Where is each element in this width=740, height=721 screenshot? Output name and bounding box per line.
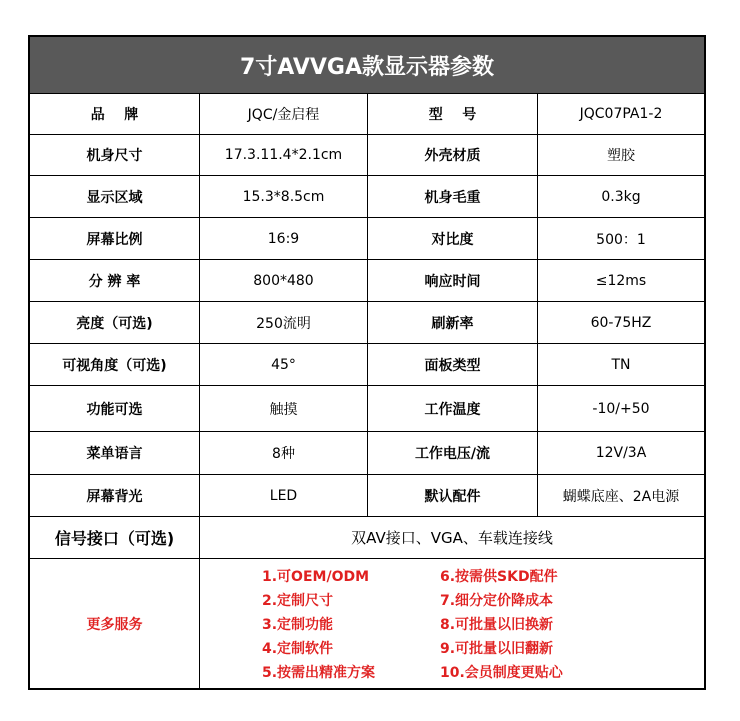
spec-value: 17.3.11.4*2.1cm bbox=[200, 135, 368, 175]
spec-row-aspect-ratio bbox=[30, 218, 704, 260]
spec-value: LED bbox=[200, 475, 368, 516]
services-list bbox=[200, 559, 704, 688]
spec-value: 45° bbox=[200, 344, 368, 385]
spec-value: 16:9 bbox=[200, 218, 368, 259]
spec-label: 屏幕比例 bbox=[30, 218, 200, 259]
spec-label: 机身毛重 bbox=[368, 176, 538, 217]
spec-value: 蝴蝶底座、2A电源 bbox=[562, 488, 680, 505]
spec-value: 触摸 bbox=[200, 386, 368, 431]
service-item: 6.按需供SKD配件 bbox=[440, 568, 558, 585]
spec-row-size bbox=[30, 135, 704, 176]
spec-row-viewing-angle bbox=[30, 344, 704, 386]
spec-value: 250流明 bbox=[200, 302, 368, 343]
spec-value: JQC/金启程 bbox=[200, 94, 368, 134]
spec-label: 品 牌 bbox=[30, 94, 200, 134]
spec-row-resolution bbox=[30, 260, 704, 302]
spec-row-brightness bbox=[30, 302, 704, 344]
spec-value: 500：1 bbox=[596, 231, 646, 248]
service-item: 8.可批量以旧换新 bbox=[440, 616, 554, 633]
spec-label: 面板类型 bbox=[368, 344, 538, 385]
spec-label: 机身尺寸 bbox=[30, 135, 200, 175]
service-item: 10.会员制度更贴心 bbox=[440, 664, 563, 681]
spec-value: TN bbox=[611, 356, 631, 373]
spec-label: 菜单语言 bbox=[30, 432, 200, 474]
spec-table bbox=[28, 35, 706, 690]
service-item: 5.按需出精准方案 bbox=[262, 664, 376, 681]
spec-label: 可视角度（可选) bbox=[30, 344, 200, 385]
spec-label: 功能可选 bbox=[30, 386, 200, 431]
spec-label: 工作电压/流 bbox=[368, 432, 538, 474]
spec-label: 亮度（可选) bbox=[30, 302, 200, 343]
service-item: 4.定制软件 bbox=[262, 640, 334, 657]
spec-row-brand bbox=[30, 94, 704, 135]
spec-value: 60-75HZ bbox=[590, 314, 652, 331]
spec-row-display-area bbox=[30, 176, 704, 218]
spec-label: 对比度 bbox=[368, 218, 538, 259]
spec-value: 15.3*8.5cm bbox=[200, 176, 368, 217]
spec-label: 刷新率 bbox=[368, 302, 538, 343]
spec-label: 型 号 bbox=[368, 94, 538, 134]
service-item: 7.细分定价降成本 bbox=[440, 592, 554, 609]
spec-row-signal bbox=[30, 517, 704, 559]
table-title: 7寸AVVGA款显示器参数 bbox=[30, 37, 704, 94]
service-item: 1.可OEM/ODM bbox=[262, 568, 370, 585]
spec-label: 工作温度 bbox=[368, 386, 538, 431]
signal-value: 双AV接口、VGA、车载连接线 bbox=[351, 529, 553, 547]
spec-value: 塑胶 bbox=[607, 148, 635, 164]
spec-row-menu-language bbox=[30, 432, 704, 475]
spec-label: 屏幕背光 bbox=[30, 475, 200, 516]
service-item: 9.可批量以旧翻新 bbox=[440, 640, 554, 657]
spec-label: 外壳材质 bbox=[368, 135, 538, 175]
services-row bbox=[30, 559, 704, 688]
spec-value: 8种 bbox=[200, 432, 368, 474]
spec-value: 800*480 bbox=[200, 260, 368, 301]
spec-label: 分 辨 率 bbox=[30, 260, 200, 301]
spec-value: 0.3kg bbox=[601, 188, 641, 205]
signal-label: 信号接口（可选) bbox=[30, 517, 200, 558]
spec-row-backlight bbox=[30, 475, 704, 517]
services-label: 更多服务 bbox=[30, 559, 200, 688]
spec-label: 显示区域 bbox=[30, 176, 200, 217]
service-item: 3.定制功能 bbox=[262, 616, 334, 633]
service-item: 2.定制尺寸 bbox=[262, 592, 334, 609]
spec-row-function bbox=[30, 386, 704, 432]
spec-label: 默认配件 bbox=[368, 475, 538, 516]
spec-value: ≤12ms bbox=[595, 272, 647, 289]
spec-value: -10/+50 bbox=[592, 400, 650, 417]
spec-value: JQC07PA1-2 bbox=[579, 106, 663, 122]
spec-value: 12V/3A bbox=[595, 445, 647, 461]
spec-label: 响应时间 bbox=[368, 260, 538, 301]
